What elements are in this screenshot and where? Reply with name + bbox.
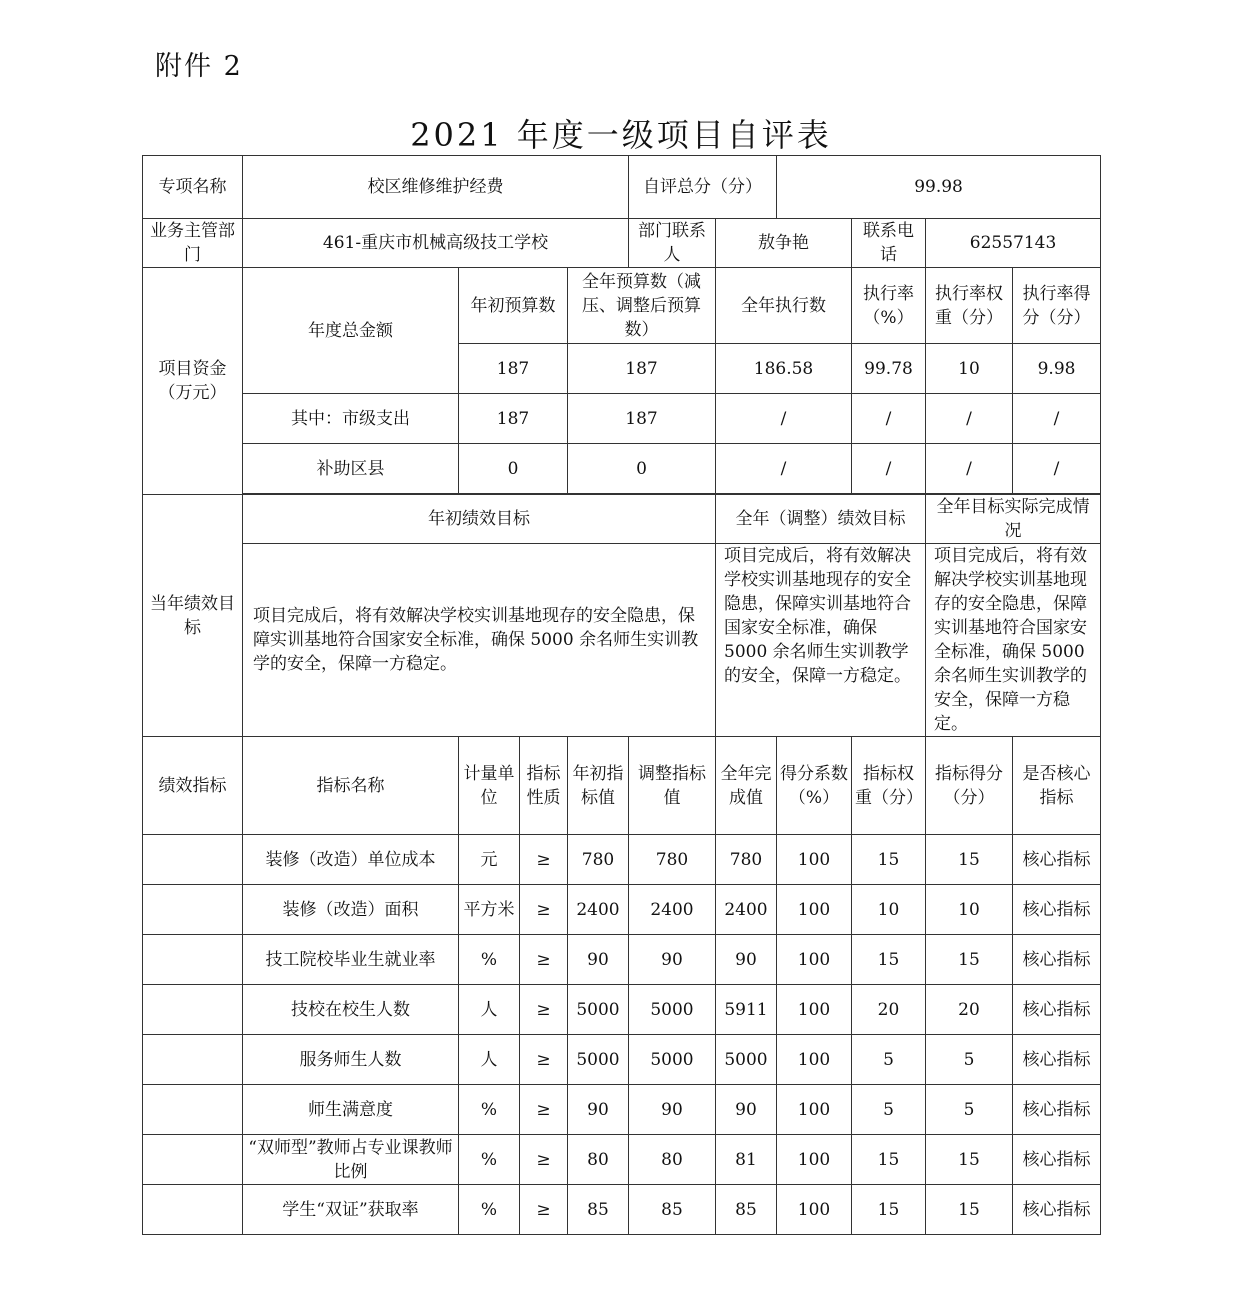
indicator-score: 15 (926, 1185, 1013, 1235)
indicator-completed: 90 (716, 935, 777, 985)
indicator-blank-cell (143, 835, 243, 885)
ind-header-initial: 年初指标值 (568, 737, 629, 835)
funds-row-label: 补助区县 (243, 444, 459, 494)
dept-label: 业务主管部门 (143, 219, 243, 268)
funds-cell: / (716, 394, 852, 444)
funds-col-score: 执行率得分（分） (1013, 268, 1101, 344)
indicator-nature: ≥ (520, 935, 568, 985)
funds-cell: / (926, 394, 1013, 444)
goals-section-label: 当年绩效目标 (143, 495, 243, 737)
goals-col-actual: 全年目标实际完成情况 (926, 495, 1101, 544)
indicator-completed: 2400 (716, 885, 777, 935)
indicator-completed: 5000 (716, 1035, 777, 1085)
indicator-blank-cell (143, 985, 243, 1035)
ind-header-coef: 得分系数（%） (777, 737, 852, 835)
indicator-score: 15 (926, 935, 1013, 985)
indicator-name: 学生“双证”获取率 (243, 1185, 459, 1235)
contact-name: 敖争艳 (716, 219, 852, 268)
indicator-name: 师生满意度 (243, 1085, 459, 1135)
attachment-label: 附件 2 (155, 51, 243, 82)
indicator-coef: 100 (777, 985, 852, 1035)
indicator-nature: ≥ (520, 1185, 568, 1235)
table-row (143, 1135, 1101, 1185)
indicator-name: 装修（改造）面积 (243, 885, 459, 935)
goals-col-adjusted: 全年（调整）绩效目标 (716, 495, 926, 544)
ind-header-core: 是否核心指标 (1013, 737, 1101, 835)
indicator-weight: 15 (852, 1135, 926, 1185)
goals-col-initial: 年初绩效目标 (243, 495, 716, 544)
indicator-unit: 人 (459, 1035, 520, 1085)
funds-cell: 187 (568, 344, 716, 394)
indicator-adjusted: 780 (629, 835, 716, 885)
funds-cell: 0 (568, 444, 716, 494)
indicator-score: 10 (926, 885, 1013, 935)
indicator-coef: 100 (777, 1035, 852, 1085)
indicator-coef: 100 (777, 835, 852, 885)
funds-section-label: 项目资金（万元） (143, 268, 243, 495)
indicator-weight: 15 (852, 835, 926, 885)
project-name: 校区维修维护经费 (243, 156, 629, 219)
indicator-initial: 90 (568, 935, 629, 985)
indicator-weight: 10 (852, 885, 926, 935)
ind-header-name: 指标名称 (243, 737, 459, 835)
indicator-unit: 平方米 (459, 885, 520, 935)
indicator-blank-cell (143, 1085, 243, 1135)
funds-total-label: 年度总金额 (243, 268, 459, 394)
indicator-blank-cell (143, 1135, 243, 1185)
indicator-unit: % (459, 1085, 520, 1135)
indicator-core: 核心指标 (1013, 1035, 1101, 1085)
indicator-blank-cell (143, 1035, 243, 1085)
indicator-completed: 5911 (716, 985, 777, 1035)
phone-value: 62557143 (926, 219, 1101, 268)
table-row (143, 985, 1101, 1035)
funds-row-label: 其中：市级支出 (243, 394, 459, 444)
funds-cell: 186.58 (716, 344, 852, 394)
indicator-core: 核心指标 (1013, 1185, 1101, 1235)
indicator-blank-cell (143, 885, 243, 935)
indicator-unit: 元 (459, 835, 520, 885)
indicator-completed: 85 (716, 1185, 777, 1235)
page-title: 2021 年度一级项目自评表 (410, 116, 832, 154)
indicator-initial: 80 (568, 1135, 629, 1185)
indicator-name: 装修（改造）单位成本 (243, 835, 459, 885)
total-score-label: 自评总分（分） (629, 156, 777, 219)
indicator-name: “双师型”教师占专业课教师比例 (243, 1135, 459, 1185)
indicator-coef: 100 (777, 1085, 852, 1135)
indicator-core: 核心指标 (1013, 1085, 1101, 1135)
indicator-initial: 90 (568, 1085, 629, 1135)
funds-cell: 187 (568, 394, 716, 444)
indicator-adjusted: 5000 (629, 985, 716, 1035)
funds-cell: / (852, 444, 926, 494)
indicator-blank-cell (143, 1185, 243, 1235)
funds-cell: / (1013, 394, 1101, 444)
indicator-adjusted: 90 (629, 1085, 716, 1135)
funds-cell: 0 (459, 444, 568, 494)
indicator-adjusted: 5000 (629, 1035, 716, 1085)
indicator-score: 20 (926, 985, 1013, 1035)
indicator-name: 技工院校毕业生就业率 (243, 935, 459, 985)
funds-col-initial: 年初预算数 (459, 268, 568, 344)
ind-header-completed: 全年完成值 (716, 737, 777, 835)
table-row (143, 835, 1101, 885)
funds-cell: 187 (459, 394, 568, 444)
ind-header-nature: 指标性质 (520, 737, 568, 835)
indicator-nature: ≥ (520, 1085, 568, 1135)
phone-label: 联系电话 (852, 219, 926, 268)
funds-cell: / (926, 444, 1013, 494)
contact-label: 部门联系人 (629, 219, 716, 268)
table-row (143, 1035, 1101, 1085)
indicator-rows (143, 835, 1101, 1235)
funds-col-adjusted: 全年预算数（减压、调整后预算数） (568, 268, 716, 344)
indicator-unit: % (459, 1185, 520, 1235)
indicator-weight: 15 (852, 1185, 926, 1235)
funds-cell: 9.98 (1013, 344, 1101, 394)
indicator-core: 核心指标 (1013, 935, 1101, 985)
indicator-adjusted: 85 (629, 1185, 716, 1235)
indicator-score: 5 (926, 1035, 1013, 1085)
indicator-completed: 90 (716, 1085, 777, 1135)
funds-col-weight: 执行率权重（分） (926, 268, 1013, 344)
goal-actual-text: 项目完成后，将有效解决学校实训基地现存的安全隐患，保障实训基地符合国家安全标准，确保 5000 余名师生实训教学的安全，保障一方稳定。 (926, 544, 1101, 737)
indicator-nature: ≥ (520, 1035, 568, 1085)
indicator-nature: ≥ (520, 985, 568, 1035)
funds-col-executed: 全年执行数 (716, 268, 852, 344)
indicator-unit: 人 (459, 985, 520, 1035)
indicator-adjusted: 80 (629, 1135, 716, 1185)
indicator-unit: % (459, 935, 520, 985)
indicator-completed: 81 (716, 1135, 777, 1185)
project-label: 专项名称 (143, 156, 243, 219)
indicator-core: 核心指标 (1013, 835, 1101, 885)
goal-adjusted-text: 项目完成后，将有效解决学校实训基地现存的安全隐患，保障实训基地符合国家安全标准，确保 5000 余名师生实训教学的安全，保障一方稳定。 (716, 544, 926, 737)
indicator-coef: 100 (777, 1185, 852, 1235)
ind-header-unit: 计量单位 (459, 737, 520, 835)
indicator-initial: 5000 (568, 1035, 629, 1085)
indicator-weight: 5 (852, 1085, 926, 1135)
self-evaluation-table (142, 155, 1101, 1235)
indicator-nature: ≥ (520, 885, 568, 935)
indicator-initial: 2400 (568, 885, 629, 935)
indicator-core: 核心指标 (1013, 985, 1101, 1035)
indicator-coef: 100 (777, 885, 852, 935)
indicator-coef: 100 (777, 1135, 852, 1185)
indicator-unit: % (459, 1135, 520, 1185)
funds-cell: / (852, 394, 926, 444)
funds-cell: 99.78 (852, 344, 926, 394)
indicator-nature: ≥ (520, 835, 568, 885)
indicator-score: 15 (926, 1135, 1013, 1185)
funds-cell: 10 (926, 344, 1013, 394)
table-row (143, 935, 1101, 985)
indicator-initial: 5000 (568, 985, 629, 1035)
table-row (143, 885, 1101, 935)
indicator-weight: 5 (852, 1035, 926, 1085)
indicator-nature: ≥ (520, 1135, 568, 1185)
table-row (143, 1185, 1101, 1235)
indicator-completed: 780 (716, 835, 777, 885)
funds-cell: / (1013, 444, 1101, 494)
ind-header-adjusted: 调整指标值 (629, 737, 716, 835)
indicator-coef: 100 (777, 935, 852, 985)
indicators-section-label: 绩效指标 (143, 737, 243, 835)
indicator-name: 技校在校生人数 (243, 985, 459, 1035)
funds-col-rate: 执行率（%） (852, 268, 926, 344)
table-row (143, 1085, 1101, 1135)
indicator-adjusted: 2400 (629, 885, 716, 935)
indicator-initial: 85 (568, 1185, 629, 1235)
dept-name: 461-重庆市机械高级技工学校 (243, 219, 629, 268)
indicator-core: 核心指标 (1013, 1135, 1101, 1185)
indicator-score: 15 (926, 835, 1013, 885)
ind-header-score: 指标得分（分） (926, 737, 1013, 835)
ind-header-weight: 指标权重（分） (852, 737, 926, 835)
funds-cell: 187 (459, 344, 568, 394)
indicator-adjusted: 90 (629, 935, 716, 985)
funds-cell: / (716, 444, 852, 494)
total-score-value: 99.98 (777, 156, 1101, 219)
indicator-score: 5 (926, 1085, 1013, 1135)
indicator-initial: 780 (568, 835, 629, 885)
indicator-weight: 20 (852, 985, 926, 1035)
indicator-weight: 15 (852, 935, 926, 985)
goal-initial-text: 项目完成后，将有效解决学校实训基地现存的安全隐患，保障实训基地符合国家安全标准，确保 5000 余名师生实训教学的安全，保障一方稳定。 (243, 544, 716, 737)
indicator-name: 服务师生人数 (243, 1035, 459, 1085)
indicator-blank-cell (143, 935, 243, 985)
indicator-core: 核心指标 (1013, 885, 1101, 935)
